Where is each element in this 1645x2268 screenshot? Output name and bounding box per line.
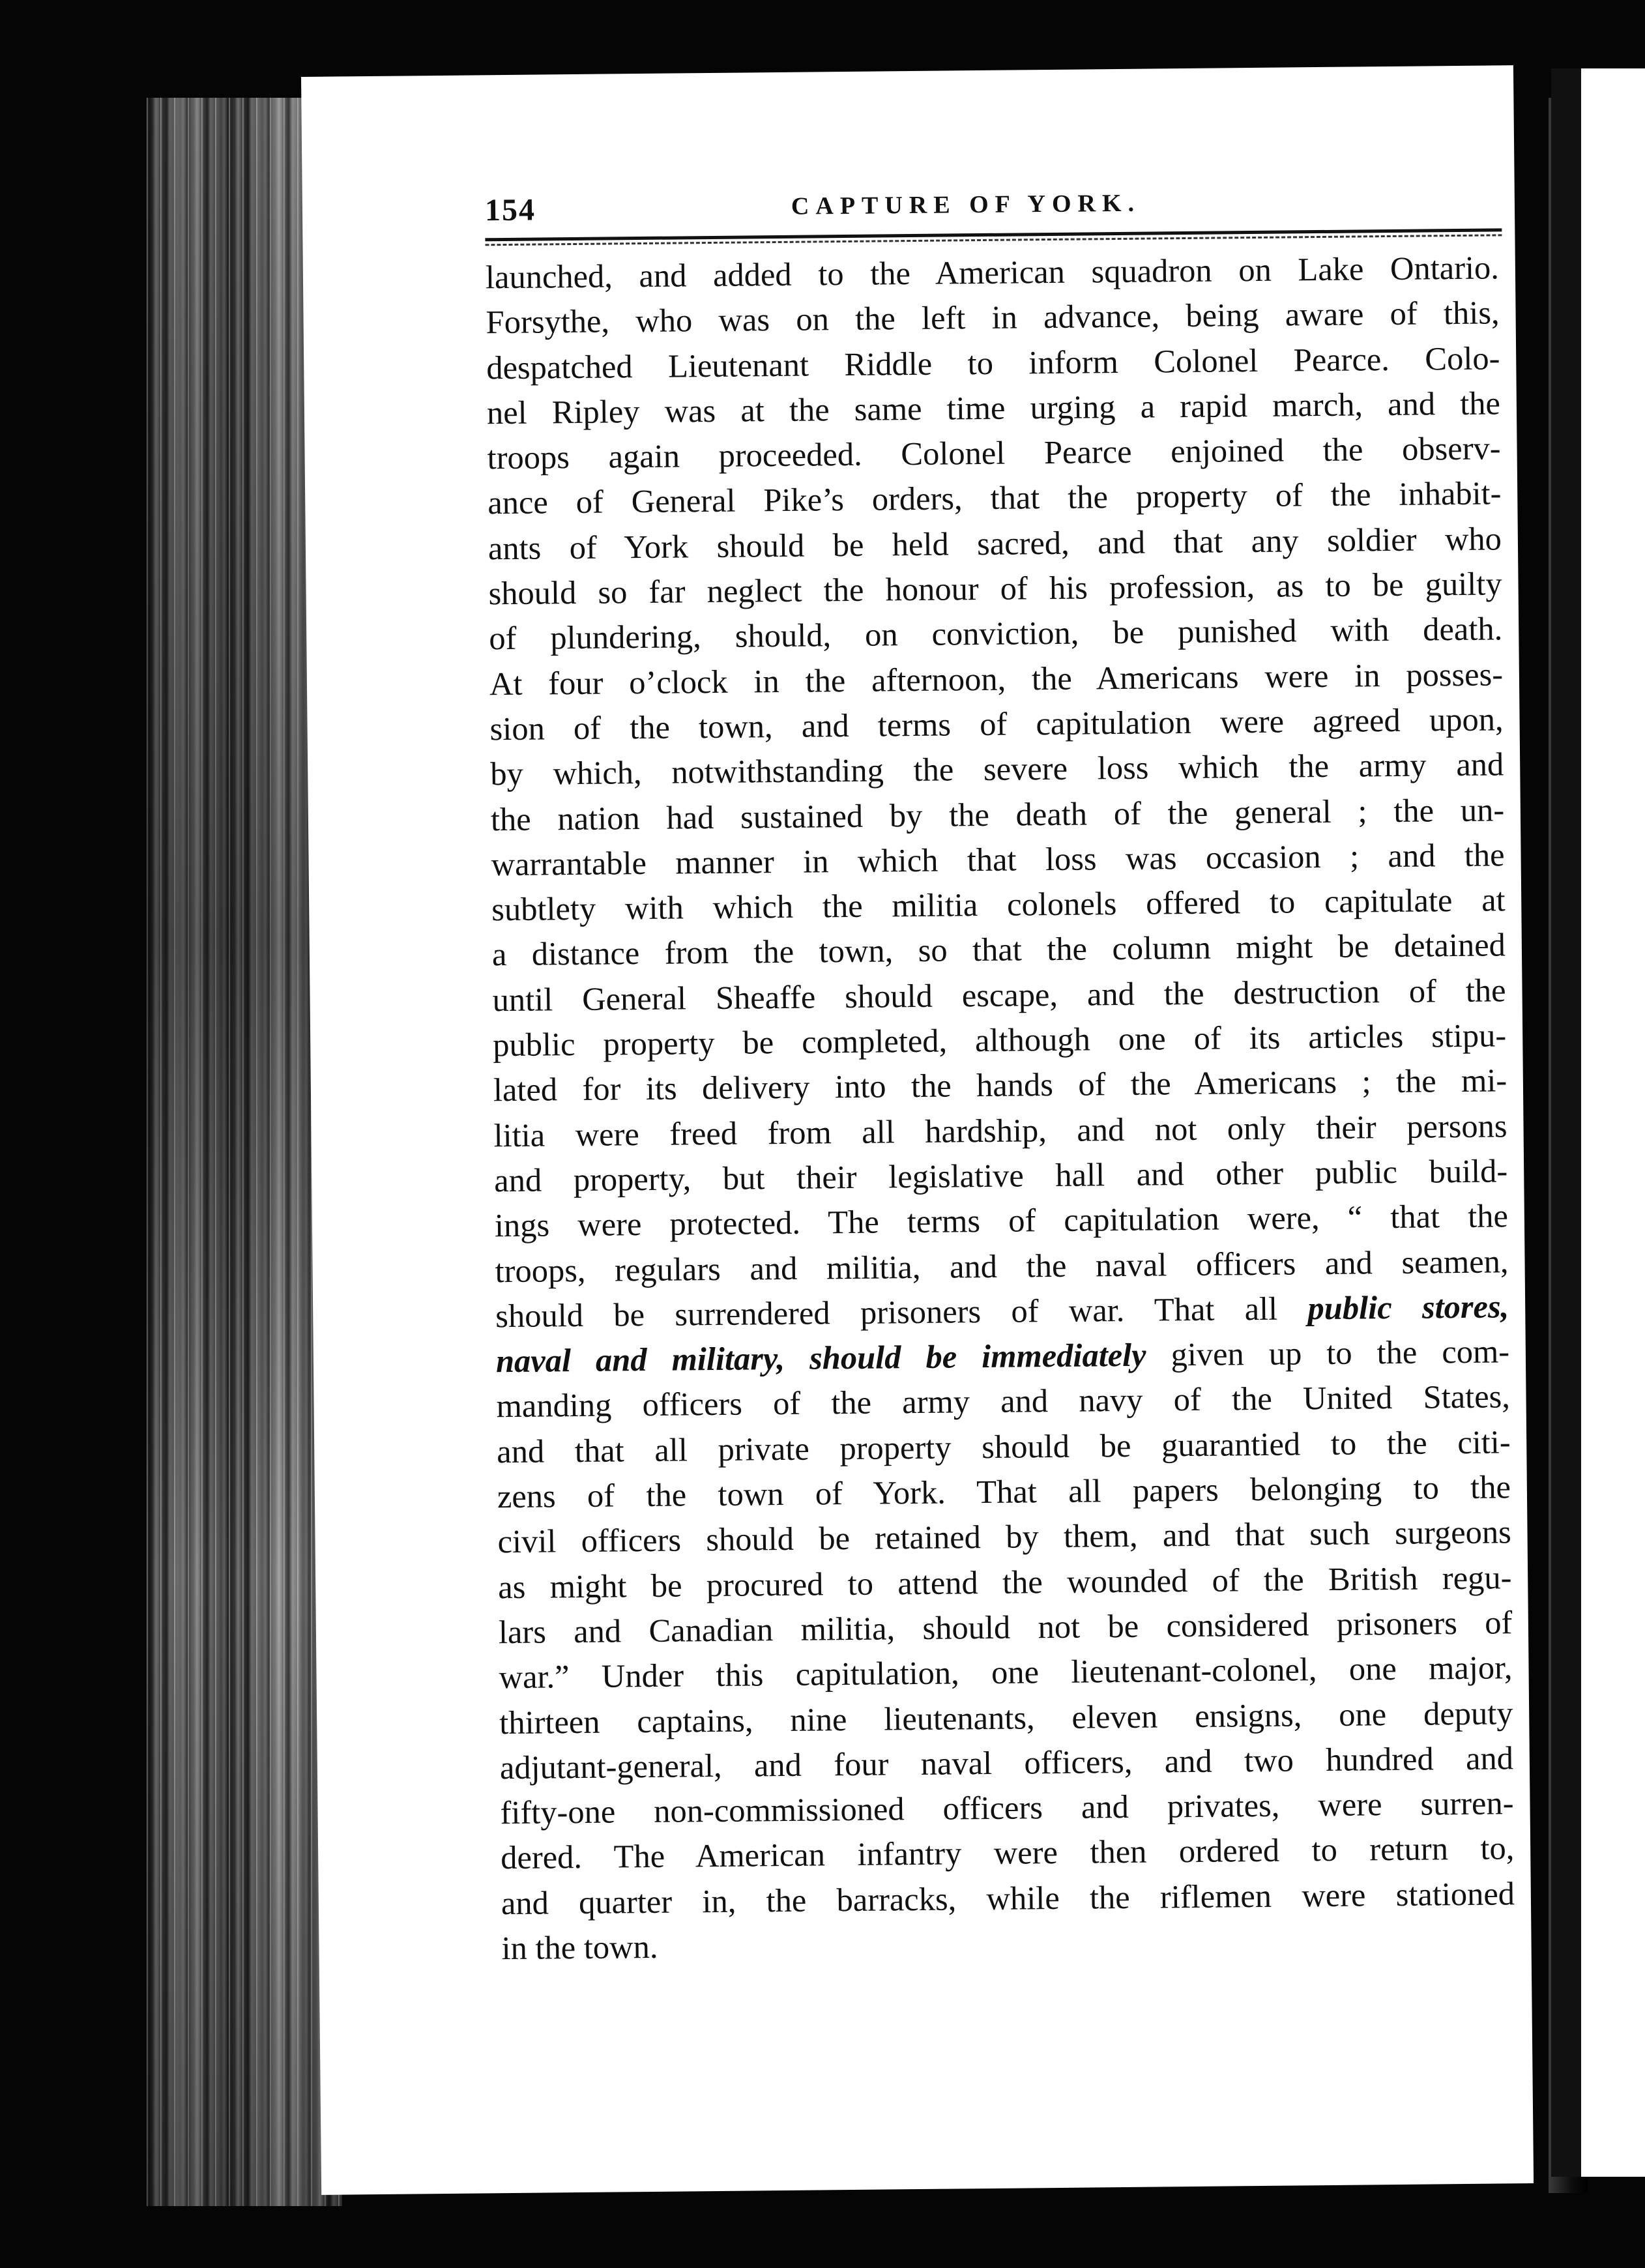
body-text xyxy=(486,245,1515,1971)
running-head xyxy=(485,182,1496,231)
italic-text-segment: public stores, xyxy=(1307,1288,1509,1327)
text-segment: lated for its delivery into the hands of the Americans ; the mi- xyxy=(493,1062,1507,1109)
text-segment: launched, and added to the American squadron on Lake Ontario. xyxy=(485,249,1500,296)
text-segment: of plundering, should, on conviction, be punished with death. xyxy=(489,610,1503,657)
text-segment: adjutant-general, and four naval officers, and two hundred and xyxy=(499,1739,1514,1786)
text-segment: civil officers should be retained by them, and that such surgeons xyxy=(497,1513,1512,1560)
book-page xyxy=(301,65,1534,2195)
text-segment: and property, but their legislative hall and other public build- xyxy=(493,1152,1508,1199)
text-segment: as might be procured to attend the wounded of the British regu- xyxy=(497,1558,1512,1605)
text-segment: public property be completed, although one of its articles stipu- xyxy=(493,1017,1507,1064)
text-segment: troops, regulars and militia, and the naval officers and seamen, xyxy=(495,1242,1509,1289)
text-segment: war.” Under this capitulation, one lieutenant-colonel, one major, xyxy=(499,1649,1513,1696)
text-segment: lars and Canadian militia, should not be considered prisoners of xyxy=(498,1604,1513,1651)
text-segment: At four o’clock in the afternoon, the Americans were in posses- xyxy=(489,656,1504,702)
text-segment: and that all private property should be guarantied to the citi- xyxy=(496,1423,1511,1470)
text-segment: ance of General Pike’s orders, that the property of the inhabit- xyxy=(488,474,1502,521)
text-segment: despatched Lieutenant Riddle to inform Colonel Pearce. Colo- xyxy=(486,339,1500,386)
text-segment: given up to the com- xyxy=(1146,1333,1510,1373)
text-segment: manding officers of the army and navy of the United States, xyxy=(496,1378,1511,1425)
text-segment: and quarter in, the barracks, while the riflemen were stationed xyxy=(501,1874,1515,1921)
text-segment: Forsythe, who was on the left in advance, being aware of this, xyxy=(486,294,1500,341)
text-segment: should so far neglect the honour of his profession, as to be guilty xyxy=(488,565,1502,612)
text-segment: warrantable manner in which that loss was occasion ; and the xyxy=(491,836,1505,883)
text-segment: dered. The American infantry were then ordered to return to, xyxy=(500,1829,1515,1876)
text-segment: zens of the town of York. That all papers belonging to the xyxy=(497,1468,1511,1515)
text-segment: until General Sheaffe should escape, and the destruction of the xyxy=(492,972,1506,1018)
text-segment: by which, notwithstanding the severe loss which the army and xyxy=(490,746,1504,792)
text-segment: litia were freed from all hardship, and not only their persons xyxy=(493,1107,1507,1154)
text-segment: a distance from the town, so that the column might be detained xyxy=(491,926,1506,973)
text-segment: troops again proceeded. Colonel Pearce enjoined the observ- xyxy=(487,429,1501,476)
text-segment: in the town. xyxy=(501,1928,658,1967)
running-title: CAPTURE OF YORK. xyxy=(791,189,1141,220)
text-segment: subtlety with which the militia colonels offered to capitulate at xyxy=(491,881,1506,928)
italic-text-segment: naval and military, should be immediately xyxy=(495,1336,1146,1380)
text-segment: nel Ripley was at the same time urging a rapid march, and the xyxy=(486,385,1501,431)
text-segment: fifty-one non-commissioned officers and privates, were surren- xyxy=(500,1784,1514,1831)
text-segment: the nation had sustained by the death of the general ; the un- xyxy=(490,791,1505,837)
text-segment: ings were protected. The terms of capitulation were, “ that the xyxy=(494,1197,1509,1244)
text-line xyxy=(501,1916,1515,1971)
facing-page-edge xyxy=(1551,68,1645,2177)
text-segment: thirteen captains, nine lieutenants, eleven ensigns, one deputy xyxy=(499,1694,1513,1741)
text-segment: sion of the town, and terms of capitulation were agreed upon, xyxy=(489,701,1504,748)
page-number: 154 xyxy=(484,192,536,228)
text-segment: ants of York should be held sacred, and that any soldier who xyxy=(488,520,1502,567)
text-segment: should be surrendered prisoners of war. That all xyxy=(495,1290,1308,1335)
